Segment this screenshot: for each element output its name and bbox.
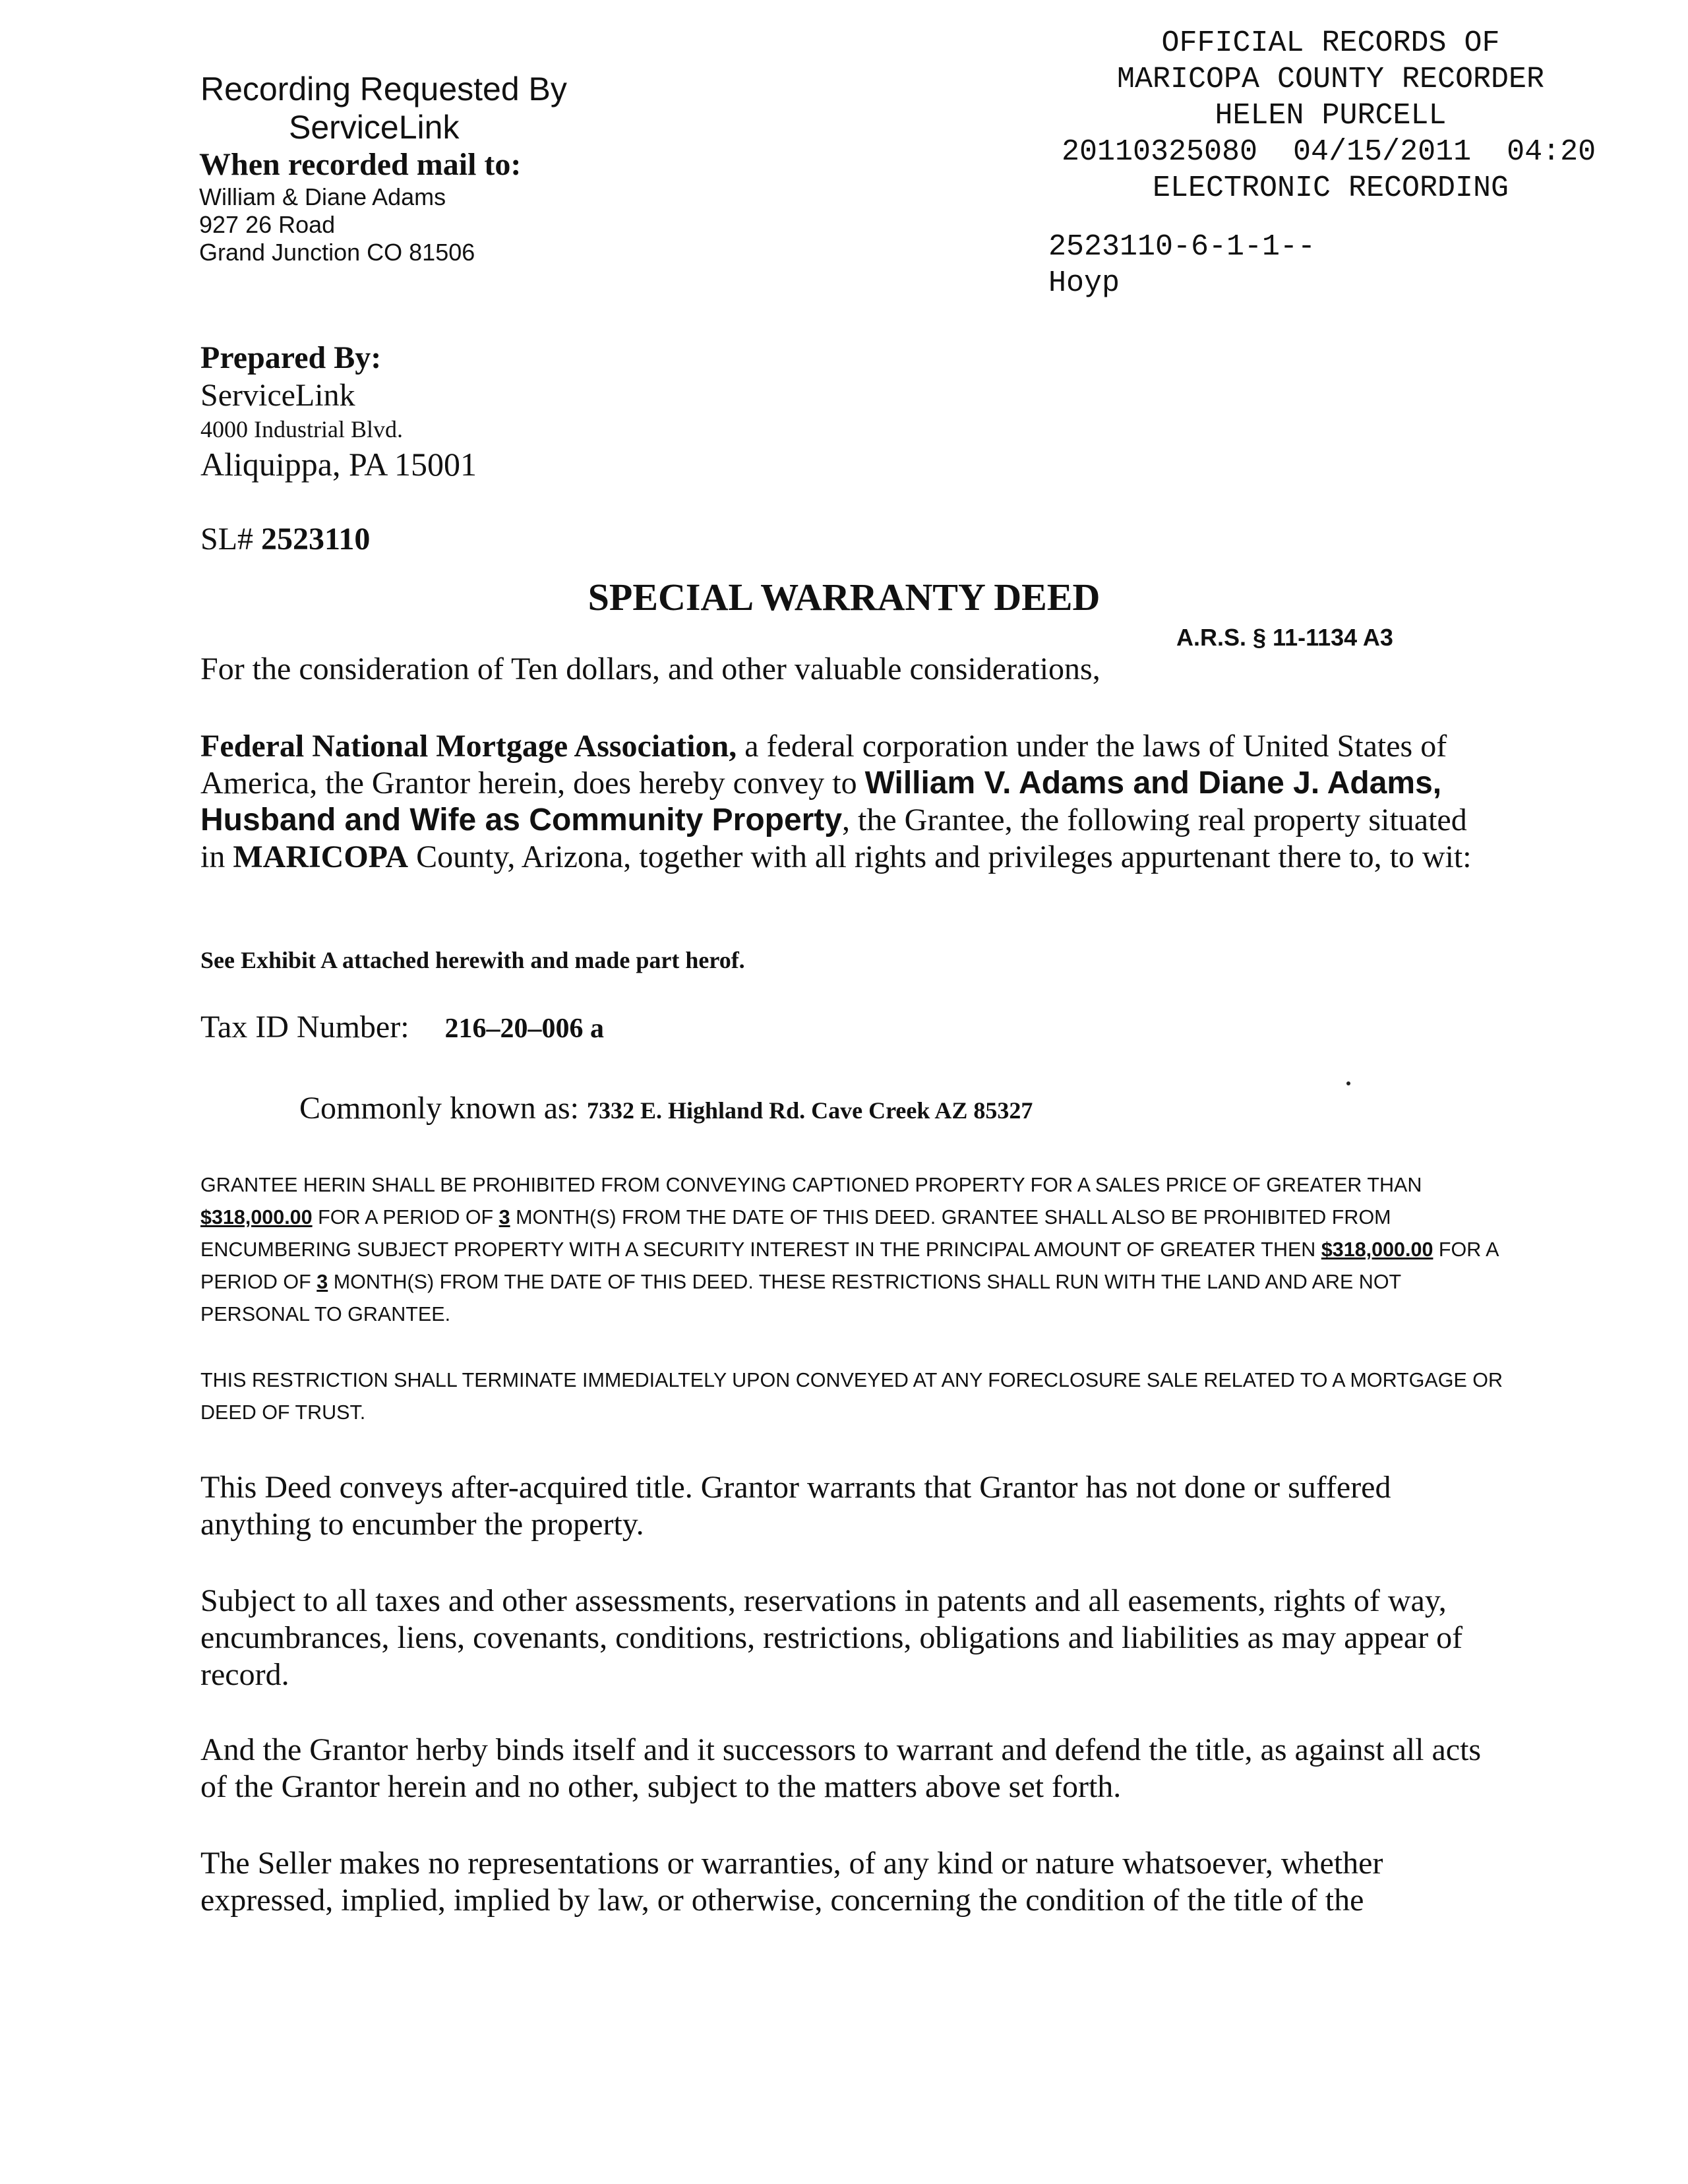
- official-records-stamp: [1027, 25, 1634, 301]
- conveyance-text-3: County, Arizona, together with all rights and privileges appurtenant there to, to wit:: [408, 839, 1472, 874]
- restriction-months-1: 3: [498, 1206, 510, 1228]
- restriction-amount-2: $318,000.00: [1321, 1238, 1433, 1261]
- sl-number: [200, 521, 370, 557]
- official-records-line3: HELEN PURCELL: [1215, 99, 1447, 133]
- recording-code: 2523110-6-1-1--: [1048, 230, 1316, 264]
- prepared-by-block: [200, 339, 477, 484]
- recording-clerk: Hoyp: [1048, 266, 1120, 300]
- restriction-text-2: FOR A PERIOD OF: [312, 1206, 499, 1228]
- property-address: 7332 E. Highland Rd. Cave Creek AZ 85327: [587, 1097, 1033, 1124]
- seller-disclaimer-paragraph: The Seller makes no representations or warranties, of any kind or nature whatsoever, whether expressed, implied, implied by law, or otherwise, concerning the condition of the title of the: [200, 1846, 1383, 1918]
- restriction-text-5: MONTH(S) FROM THE DATE OF THIS DEED. THESE RESTRICTIONS SHALL RUN WITH THE LAND AND ARE NOT PERSONAL TO GRANTEE.: [200, 1271, 1401, 1325]
- recording-requested-label: Recording Requested By: [200, 71, 567, 107]
- prepared-by-city: Aliquippa, PA 15001: [200, 446, 477, 483]
- mail-to-street: 927 26 Road: [199, 211, 336, 238]
- conveyance-text-1: a federal corporation under the laws of United States of America, the Grantor herein, does hereby convey to: [200, 729, 1447, 801]
- stray-mark: [1346, 1081, 1350, 1085]
- restriction-text-3: MONTH(S) FROM THE DATE OF THIS DEED. GRANTEE SHALL ALSO BE PROHIBITED FROM ENCUMBERING SUBJECT PROPERTY WITH A SECURITY INTEREST IN THE PRINCIPAL AMOUNT OF GREATER THEN: [200, 1206, 1391, 1261]
- foreclosure-termination-paragraph: THIS RESTRICTION SHALL TERMINATE IMMEDIALTELY UPON CONVEYED AT ANY FORECLOSURE SALE RELATED TO A MORTGAGE OR DEED OF TRUST.: [200, 1369, 1503, 1424]
- tax-id-label: Tax ID Number:: [200, 1010, 409, 1045]
- recording-requested-name: ServiceLink: [289, 109, 460, 146]
- exhibit-reference: See Exhibit A attached herewith and made part herof.: [200, 947, 745, 973]
- grantor-name: Federal National Mortgage Association,: [200, 729, 737, 764]
- electronic-recording-label: ELECTRONIC RECORDING: [1152, 171, 1509, 205]
- document-title: SPECIAL WARRANTY DEED: [588, 576, 1100, 619]
- prepared-by-name: ServiceLink: [200, 378, 355, 413]
- restriction-text-4: FOR A PERIOD OF: [200, 1238, 1498, 1293]
- sl-label: SL#: [200, 522, 262, 557]
- warranty-binding-paragraph: And the Grantor herby binds itself and it successors to warrant and defend the title, as against all acts of the Grantor herein and no other, subject to the matters above set forth.: [200, 1732, 1482, 1804]
- mail-to-label: When recorded mail to:: [199, 147, 522, 182]
- tax-id: [200, 1009, 604, 1045]
- sl-value: 2523110: [261, 522, 371, 557]
- after-acquired-title-paragraph: This Deed conveys after-acquired title. Grantor warrants that Grantor has not done or suffered anything to encumber the property.: [200, 1470, 1391, 1542]
- commonly-known-as: [299, 1090, 1033, 1126]
- statute-reference: A.R.S. § 11-1134 A3: [1176, 624, 1393, 651]
- conveyance-paragraph: [200, 728, 1493, 876]
- official-records-line2: MARICOPA COUNTY RECORDER: [1116, 63, 1545, 96]
- mail-to-city: Grand Junction CO 81506: [199, 239, 475, 266]
- conveyance-text-2: , the Grantee, the following real property situated in: [200, 803, 1467, 874]
- known-label: Commonly known as:: [299, 1091, 588, 1126]
- mail-to-name: William & Diane Adams: [199, 183, 446, 210]
- prepared-by-street: 4000 Industrial Blvd.: [200, 416, 403, 442]
- recording-block: [199, 70, 567, 266]
- recording-number-date: 20110325080 04/15/2011 04:20: [1062, 135, 1596, 169]
- sale-restriction-paragraph: [200, 1169, 1506, 1331]
- restriction-amount-1: $318,000.00: [200, 1206, 313, 1228]
- tax-id-value: 216–20–006 a: [444, 1014, 605, 1044]
- prepared-by-label: Prepared By:: [200, 340, 382, 375]
- official-records-line1: OFFICIAL RECORDS OF: [1161, 26, 1500, 60]
- grantee-name: William V. Adams and Diane J. Adams, Husband and Wife as Community Property: [200, 766, 1442, 837]
- subject-to-paragraph: Subject to all taxes and other assessments, reservations in patents and all easements, rights of way, encumbrances, liens, covenants, conditions, restrictions, obligations and liabilities as may appear of record.: [200, 1583, 1463, 1692]
- county-name: MARICOPA: [233, 839, 409, 874]
- restriction-text-1: GRANTEE HERIN SHALL BE PROHIBITED FROM CONVEYING CAPTIONED PROPERTY FOR A SALES PRICE OF GREATER THAN: [200, 1174, 1422, 1196]
- restriction-months-2: 3: [316, 1271, 328, 1293]
- consideration-text: For the consideration of Ten dollars, and other valuable considerations,: [200, 652, 1100, 686]
